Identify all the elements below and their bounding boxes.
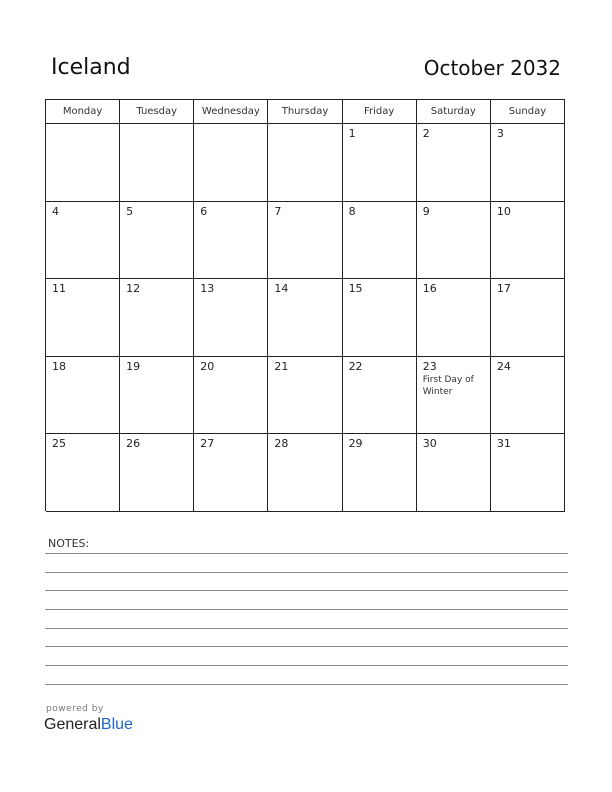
- day-cell: [491, 124, 565, 202]
- day-cell: [46, 202, 120, 280]
- day-number: 9: [422, 204, 430, 218]
- day-number: 7: [274, 204, 282, 218]
- day-number: 2: [422, 127, 430, 140]
- day-number: 26: [126, 437, 141, 451]
- day-number: 14: [274, 282, 289, 296]
- day-cell: [268, 279, 342, 357]
- brand-part-general: General: [44, 716, 101, 733]
- day-number: 25: [52, 437, 66, 451]
- day-cell: [268, 202, 342, 280]
- day-number: 31: [496, 437, 511, 451]
- day-cell: [120, 124, 194, 202]
- day-number: 24: [496, 359, 511, 373]
- notes-line: [45, 609, 568, 610]
- weekday-monday: Monday: [46, 100, 120, 124]
- day-number: 19: [126, 359, 141, 373]
- day-cell: [46, 357, 120, 435]
- day-cell: [343, 202, 417, 280]
- week-row-3: [46, 279, 565, 357]
- day-number: 17: [496, 282, 511, 296]
- day-number: 13: [200, 282, 215, 296]
- day-number: 18: [52, 359, 66, 373]
- week-row-1: [46, 124, 565, 202]
- generalblue-logo: [44, 716, 133, 734]
- holiday-label: First Day of Winter: [422, 374, 474, 397]
- day-cell: [194, 202, 268, 280]
- day-number: 1: [348, 127, 356, 140]
- day-cell: [194, 279, 268, 357]
- notes-line: [45, 628, 568, 629]
- day-cell: [120, 357, 194, 435]
- notes-line: [45, 646, 568, 647]
- day-number: 6: [200, 204, 208, 218]
- notes-line: [45, 553, 568, 554]
- notes-label: NOTES:: [48, 537, 90, 550]
- day-cell: [417, 279, 491, 357]
- day-number: 30: [422, 437, 437, 451]
- day-number: 12: [126, 282, 141, 296]
- weekday-thursday: Thursday: [268, 100, 342, 124]
- notes-line: [45, 572, 568, 573]
- day-number: 5: [126, 204, 134, 218]
- brand-part-blue: Blue: [100, 716, 133, 733]
- day-cell: [491, 357, 565, 435]
- notes-line: [45, 684, 568, 685]
- day-cell: [343, 279, 417, 357]
- weekday-tuesday: Tuesday: [120, 100, 194, 124]
- day-number: 22: [348, 359, 363, 373]
- day-cell: [417, 434, 491, 512]
- day-number: 28: [274, 437, 289, 451]
- weekday-header-row: [46, 100, 565, 124]
- weekday-saturday: Saturday: [417, 100, 491, 124]
- calendar-grid: [45, 99, 565, 511]
- day-number: 20: [200, 359, 215, 373]
- day-cell: [491, 434, 565, 512]
- day-cell: [268, 434, 342, 512]
- day-number: 8: [348, 204, 356, 218]
- weekday-wednesday: Wednesday: [194, 100, 268, 124]
- day-number: 27: [200, 437, 215, 451]
- day-cell: [417, 202, 491, 280]
- day-cell: [268, 357, 342, 435]
- day-cell: [120, 434, 194, 512]
- country-title: Iceland: [51, 55, 131, 80]
- week-row-2: [46, 202, 565, 280]
- powered-by-text: powered by: [46, 704, 104, 714]
- day-number: 15: [348, 282, 363, 296]
- day-cell: [268, 124, 342, 202]
- day-cell: [491, 202, 565, 280]
- day-cell: [343, 434, 417, 512]
- week-row-4: [46, 357, 565, 435]
- weekday-sunday: Sunday: [491, 100, 565, 124]
- notes-line: [45, 590, 568, 591]
- day-number: 21: [274, 359, 289, 373]
- weekday-friday: Friday: [343, 100, 417, 124]
- day-cell: [46, 434, 120, 512]
- day-cell: [491, 279, 565, 357]
- day-number: 4: [52, 204, 59, 218]
- day-number: 10: [496, 204, 511, 218]
- month-year-title: October 2032: [423, 56, 561, 80]
- day-number: 23: [422, 359, 437, 373]
- day-cell: [194, 124, 268, 202]
- week-row-5: [46, 434, 565, 512]
- day-cell: [46, 124, 120, 202]
- day-number: 16: [422, 282, 437, 296]
- day-cell: [417, 357, 491, 435]
- notes-line: [45, 665, 568, 666]
- day-cell: [120, 202, 194, 280]
- day-cell: [46, 279, 120, 357]
- day-number: 29: [348, 437, 363, 451]
- day-cell: [417, 124, 491, 202]
- day-cell: [194, 357, 268, 435]
- day-number: 3: [496, 127, 504, 140]
- day-number: 11: [52, 282, 66, 296]
- day-cell: [343, 124, 417, 202]
- day-cell: [343, 357, 417, 435]
- day-cell: [120, 279, 194, 357]
- day-cell: [194, 434, 268, 512]
